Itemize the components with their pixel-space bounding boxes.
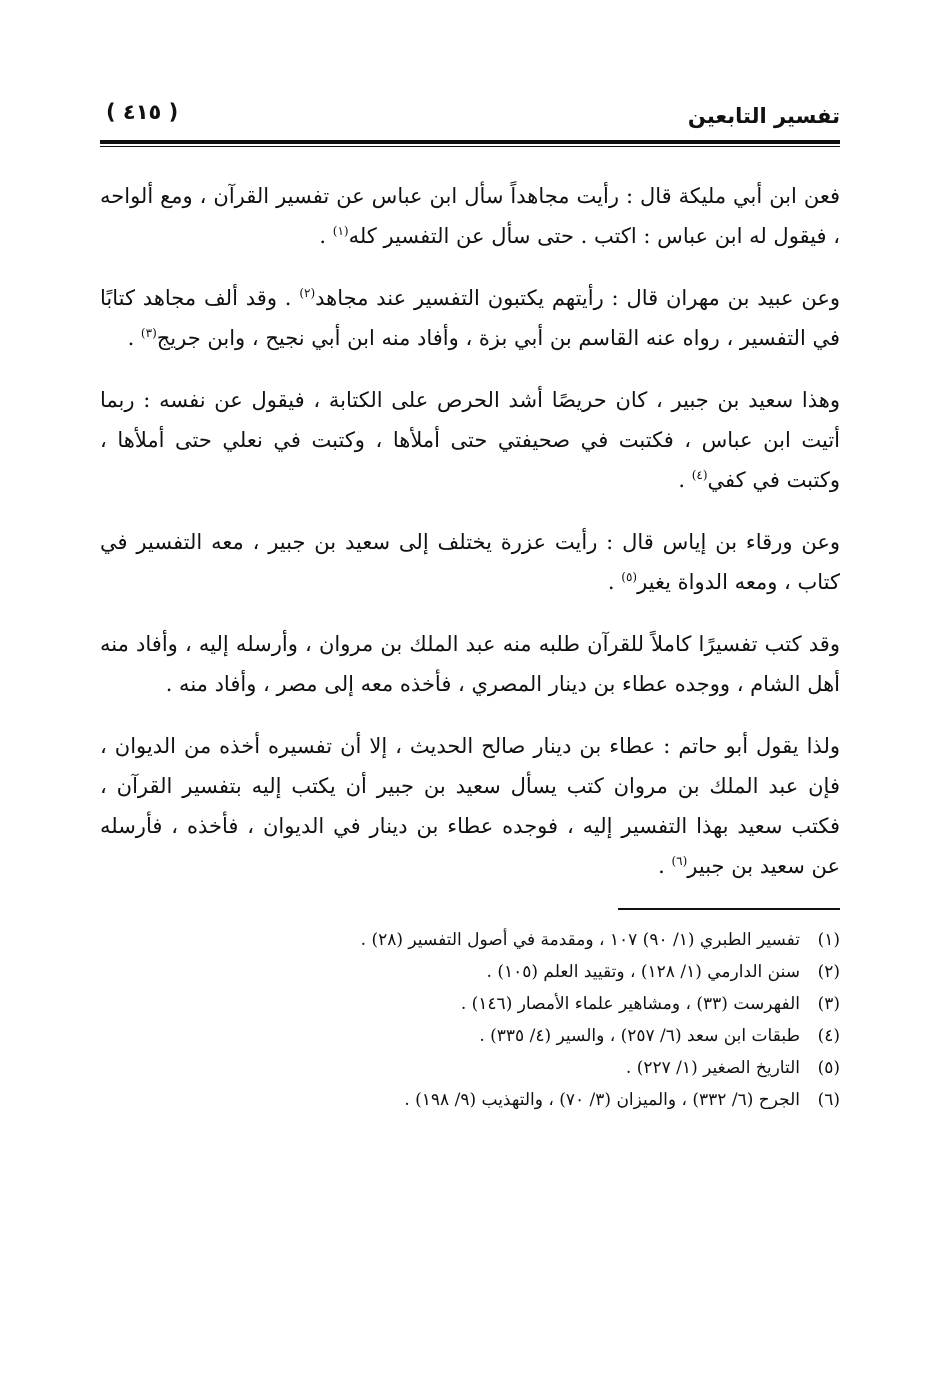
paragraph-tail: . <box>658 854 672 878</box>
footnote-text: سنن الدارمي (١/ ١٢٨) ، وتقييد العلم (١٠٥) . <box>486 962 800 982</box>
footnote-number: (١) <box>817 930 840 950</box>
paragraph-text: وعن ورقاء بن إياس قال : رأيت عزرة يختلف إلى سعيد بن جبير ، معه التفسير في كتاب ، ومعه الدواة يغير <box>100 530 840 594</box>
paragraph-text: وعن عبيد بن مهران قال : رأيتهم يكتبون التفسير عند مجاهد <box>315 286 840 310</box>
footnote-item <box>100 1052 840 1084</box>
paragraph-text: وقد كتب تفسيرًا كاملاً للقرآن طلبه منه عبد الملك بن مروان ، وأرسله إليه ، وأفاد منه أهل الشام ، ووجده عطاء بن دينار المصري ، فأخذه معه إلى مصر ، وأفاد منه . <box>100 632 840 696</box>
footnote-ref[interactable]: (٤) <box>691 468 708 482</box>
paragraph-5 <box>100 624 840 704</box>
footnote-number: (٢) <box>817 962 840 982</box>
footnote-number: (٥) <box>817 1058 840 1078</box>
header-rule <box>100 140 840 147</box>
footnote-item <box>100 1020 840 1052</box>
paragraph-text: فعن ابن أبي مليكة قال : رأيت مجاهداً سأل ابن عباس عن تفسير القرآن ، ومع ألواحه ، فيقول له ابن عباس : اكتب . حتى سأل عن التفسير كله <box>100 184 840 248</box>
page-header <box>100 90 840 142</box>
running-title: تفسير التابعين <box>687 104 840 128</box>
footnote-ref[interactable]: (٥) <box>621 570 638 584</box>
footnote-text: طبقات ابن سعد (٦/ ٢٥٧) ، والسير (٤/ ٣٣٥) . <box>479 1026 800 1046</box>
footnote-text: تفسير الطبري (١/ ٩٠) ١٠٧ ، ومقدمة في أصول التفسير (٢٨) . <box>360 930 800 950</box>
footnote-text: الفهرست (٣٣) ، ومشاهير علماء الأمصار (١٤٦) . <box>460 994 800 1014</box>
paragraph-tail: . <box>319 224 333 248</box>
body-text <box>100 176 840 886</box>
paragraph-tail: . <box>127 326 141 350</box>
footnotes-list <box>100 924 840 1116</box>
paragraph-4 <box>100 522 840 602</box>
page-number: ( ٤١٥ ) <box>106 100 179 124</box>
paragraph-2 <box>100 278 840 358</box>
paragraph-tail: . <box>607 570 622 594</box>
footnote-ref[interactable]: (٣) <box>140 326 157 340</box>
footnote-number: (٦) <box>817 1090 840 1110</box>
paragraph-6 <box>100 726 840 886</box>
footnote-ref[interactable]: (١) <box>332 224 349 238</box>
footnote-number: (٤) <box>817 1026 840 1046</box>
paragraph-tail: . <box>678 468 692 492</box>
book-page <box>100 90 840 1310</box>
footnote-text: الجرح (٦/ ٣٣٢) ، والميزان (٣/ ٧٠) ، والتهذيب (٩/ ١٩٨) . <box>404 1090 800 1110</box>
footnote-item <box>100 988 840 1020</box>
footnote-item <box>100 1084 840 1116</box>
footnote-text: التاريخ الصغير (١/ ٢٢٧) . <box>625 1058 800 1078</box>
paragraph-text: وهذا سعيد بن جبير ، كان حريصًا أشد الحرص على الكتابة ، فيقول عن نفسه : ربما أتيت ابن عباس ، فكتبت في صحيفتي حتى أملأها ، وكتبت في نعلي حتى أملأها ، وكتبت في كفي <box>100 388 840 492</box>
footnote-separator <box>618 908 840 910</box>
paragraph-3 <box>100 380 840 500</box>
footnote-item <box>100 924 840 956</box>
paragraph-tail: . وقد ألف مجاهد كتابًا في التفسير ، رواه عنه القاسم بن أبي بزة ، وأفاد منه ابن أبي نجيح ، وابن جريج <box>100 286 840 350</box>
paragraph-text: ولذا يقول أبو حاتم : عطاء بن دينار صالح الحديث ، إلا أن تفسيره أخذه من الديوان ، فإن عبد الملك بن مروان كتب يسأل سعيد بن جبير أن يكتب إليه بتفسير القرآن ، فكتب سعيد بهذا التفسير إليه ، فوجده عطاء بن دينار في الديوان ، فأخذه ، فأرسله عن سعيد بن جبير <box>100 734 840 878</box>
footnote-ref[interactable]: (٦) <box>671 854 688 868</box>
footnote-item <box>100 956 840 988</box>
footnote-number: (٣) <box>817 994 840 1014</box>
footnote-ref[interactable]: (٢) <box>299 286 316 300</box>
paragraph-1 <box>100 176 840 256</box>
